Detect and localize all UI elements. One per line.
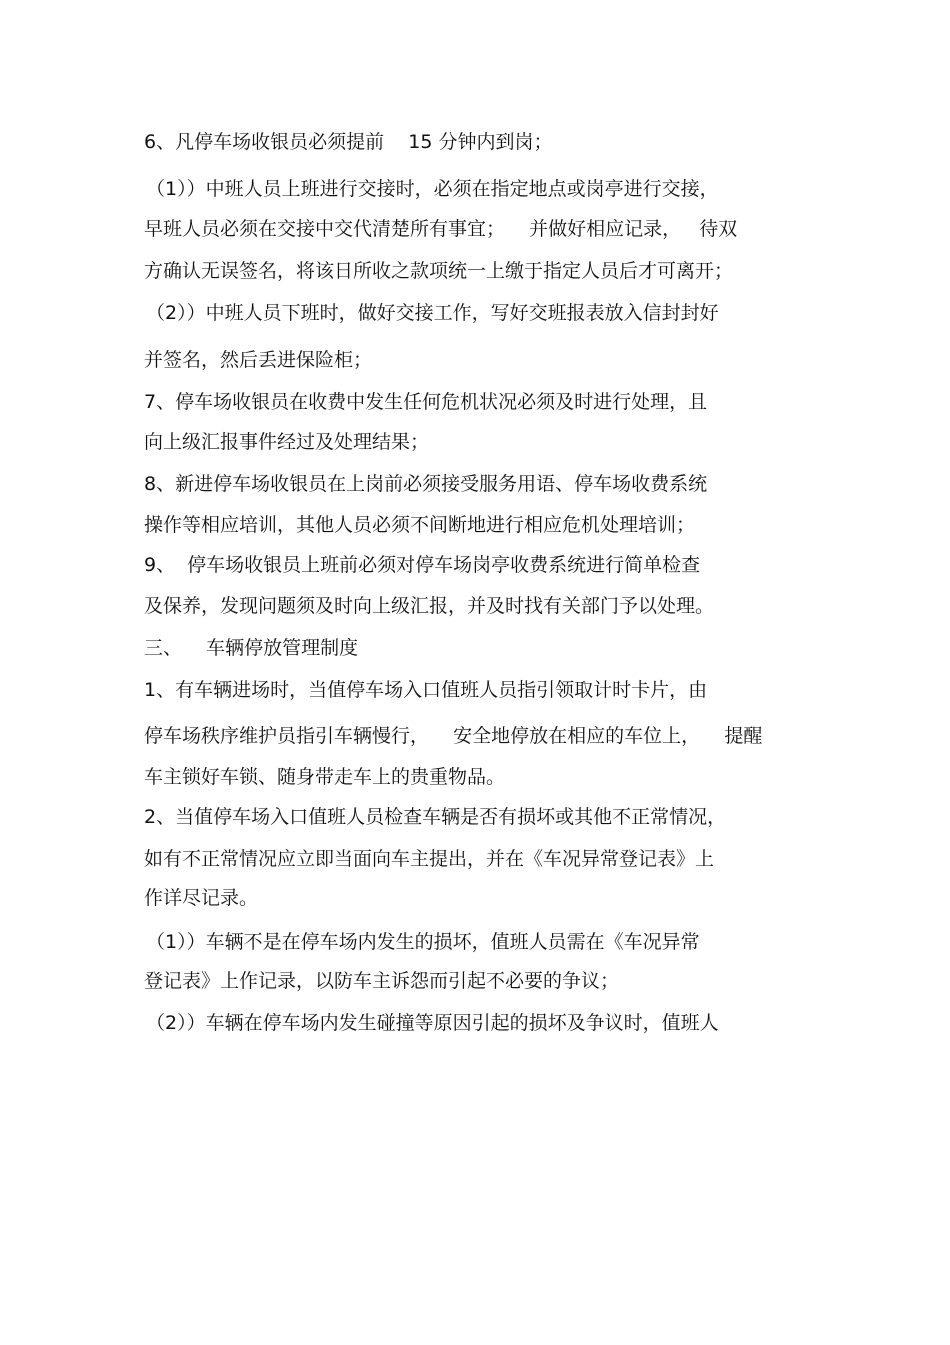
item-6-sub-1-line-3: 方确认无误签名，将该日所收之款项统一上缴于指定人员后才可离开； xyxy=(144,260,734,282)
item-6-sub-2-line-2: 并签名，然后丢进保险柜； xyxy=(144,349,373,371)
item-7-line-2: 向上级汇报事件经过及处理结果； xyxy=(144,431,430,453)
item-6-sub-1-line-1: （1））中班人员上班进行交接时，必须在指定地点或岗亭进行交接， xyxy=(146,178,719,200)
section-3-item-1-line-1: 1、有车辆进场时，当值停车场入口值班人员指引领取计时卡片，由 xyxy=(144,679,708,701)
section-3-item-1-line-2: 停车场秩序维护员指引车辆慢行， 安全地停放在相应的车位上， 提醒 xyxy=(144,725,763,747)
section-3-item-2-sub-1-line-2: 登记表》上作记录，以防车主诉怨而引起不必要的争议； xyxy=(144,970,620,992)
item-9-line-1: 9、 停车场收银员上班前必须对停车场岗亭收费系统进行简单检查 xyxy=(144,554,701,576)
section-3-heading: 三、 车辆停放管理制度 xyxy=(144,637,359,659)
section-3-item-1-line-3: 车主锁好车锁、随身带走车上的贵重物品。 xyxy=(144,766,506,788)
section-3-item-2-sub-2-line-1: （2））车辆在停车场内发生碰撞等原因引起的损坏及争议时，值班人 xyxy=(146,1012,719,1034)
section-3-item-2-line-1: 2、当值停车场入口值班人员检查车辆是否有损坏或其他不正常情况， xyxy=(144,806,727,828)
item-6-text: 6、凡停车场收银员必须提前 15 分钟内到岗； xyxy=(144,131,553,153)
item-6-sub-2-line-1: （2））中班人员下班时，做好交接工作，写好交班报表放入信封封好 xyxy=(146,302,719,324)
item-9-line-2: 及保养，发现问题须及时向上级汇报，并及时找有关部门予以处理。 xyxy=(144,595,715,617)
item-6-sub-1-line-2: 早班人员必须在交接中交代清楚所有事宜； 并做好相应记录， 待双 xyxy=(144,218,738,240)
section-3-item-2-line-3: 作详尽记录。 xyxy=(144,887,259,909)
item-8-line-1: 8、新进停车场收银员在上岗前必须接受服务用语、停车场收费系统 xyxy=(144,473,708,495)
section-3-item-2-sub-1-line-1: （1））车辆不是在停车场内发生的损坏，值班人员需在《车况异常 xyxy=(146,931,700,953)
item-8-line-2: 操作等相应培训，其他人员必须不间断地进行相应危机处理培训； xyxy=(144,514,696,536)
item-7-line-1: 7、停车场收银员在收费中发生任何危机状况必须及时进行处理，且 xyxy=(144,391,708,413)
section-3-item-2-line-2: 如有不正常情况应立即当面向车主提出，并在《车况异常登记表》上 xyxy=(144,848,715,870)
